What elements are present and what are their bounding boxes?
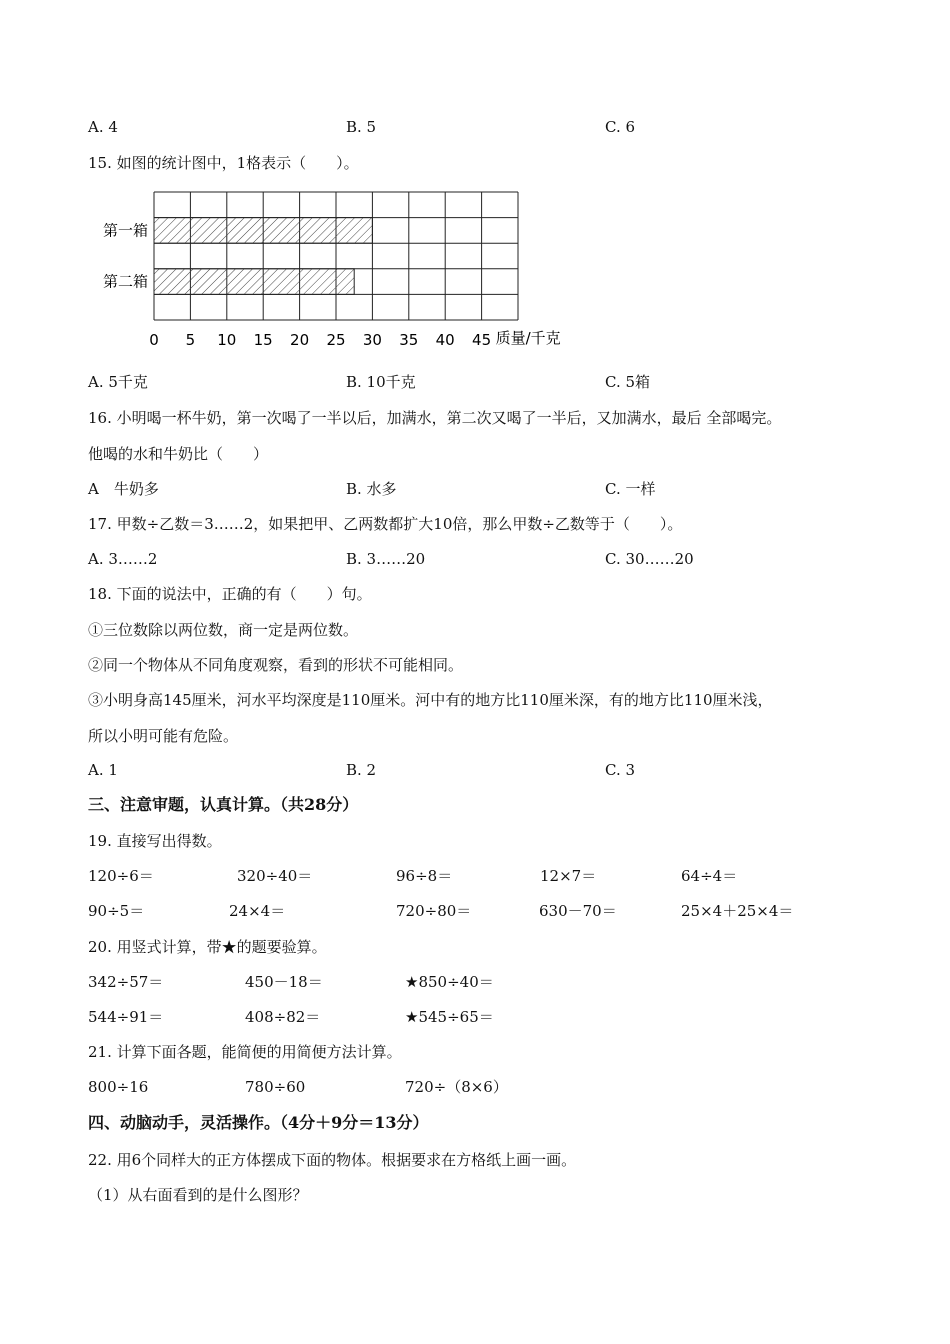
q18-option-a: A. 1	[88, 761, 118, 779]
q21-item: 780÷60	[245, 1078, 306, 1096]
q22-sub-question-1: （1）从右面看到的是什么图形？	[88, 1186, 308, 1204]
q14-option-a: A. 4	[88, 118, 118, 136]
q20-item: 450－18＝	[245, 973, 323, 991]
x-tick-label: 40	[435, 331, 455, 349]
x-tick-label: 25	[326, 331, 346, 349]
x-tick-label: 0	[149, 331, 159, 349]
q14-option-c: C. 6	[605, 118, 636, 136]
x-tick-label: 20	[290, 331, 310, 349]
q19-item: 64÷4＝	[681, 867, 738, 885]
q19-item: 12×7＝	[540, 867, 597, 885]
q19-item: 720÷80＝	[396, 902, 472, 920]
q21-stem: 21. 计算下面各题，能简便的用简便方法计算。	[88, 1043, 402, 1061]
x-tick-label: 30	[362, 331, 382, 349]
bar-1	[154, 218, 372, 244]
q20-item: ★850÷40＝	[405, 973, 494, 991]
x-tick-label: 45	[472, 331, 492, 349]
q18-statement-2: ②同一个物体从不同角度观察，看到的形状不可能相同。	[88, 656, 464, 674]
q20-item: 544÷91＝	[88, 1008, 164, 1026]
q18-stem: 18. 下面的说法中，正确的有（ ）句。	[88, 585, 372, 603]
q19-item: 25×4＋25×4＝	[681, 902, 794, 920]
section-4-heading: 四、动脑动手，灵活操作。（4分＋9分＝13分）	[88, 1113, 429, 1132]
q20-item: 342÷57＝	[88, 973, 164, 991]
category-label: 第一箱	[102, 221, 148, 240]
q17-stem: 17. 甲数÷乙数＝3……2，如果把甲、乙两数都扩大10倍，那么甲数÷乙数等于（ ）。	[88, 515, 683, 533]
q16-option-a: A 牛奶多	[88, 480, 159, 498]
q17-option-a: A. 3……2	[88, 550, 158, 568]
q15-option-b: B. 10千克	[346, 373, 416, 391]
q15-stem: 15. 如图的统计图中，1格表示（ ）。	[88, 154, 359, 172]
q20-item: 408÷82＝	[245, 1008, 321, 1026]
q16-stem-line2: 他喝的水和牛奶比（ ）	[88, 445, 269, 463]
q16-option-b: B. 水多	[346, 480, 397, 498]
q19-item: 96÷8＝	[396, 867, 453, 885]
q15-option-a: A. 5千克	[88, 373, 148, 391]
q19-item: 120÷6＝	[88, 867, 154, 885]
q18-statement-1: ①三位数除以两位数，商一定是两位数。	[88, 621, 359, 639]
q19-item: 90÷5＝	[88, 902, 145, 920]
q19-item: 630－70＝	[539, 902, 617, 920]
q16-stem-line1: 16. 小明喝一杯牛奶，第一次喝了一半以后，加满水，第二次又喝了一半后，又加满水，最后 全部喝完。	[88, 409, 782, 427]
q21-item: 720÷（8×6）	[405, 1078, 508, 1096]
q19-item: 24×4＝	[229, 902, 286, 920]
bar-chart	[90, 185, 690, 355]
q19-stem: 19. 直接写出得数。	[88, 832, 222, 850]
q15-option-c: C. 5箱	[605, 373, 651, 391]
q21-item: 800÷16	[88, 1078, 149, 1096]
x-axis-label: 质量/千克	[495, 329, 561, 347]
x-tick-label: 15	[253, 331, 273, 349]
q20-item: ★545÷65＝	[405, 1008, 494, 1026]
q16-option-c: C. 一样	[605, 480, 656, 498]
x-tick-label: 5	[185, 331, 196, 349]
category-label: 第二箱	[102, 272, 148, 291]
q17-option-b: B. 3……20	[346, 550, 426, 568]
x-tick-label: 35	[399, 331, 419, 349]
q18-option-b: B. 2	[346, 761, 377, 779]
q18-statement-3-line1: ③小明身高145厘米，河水平均深度是110厘米。河中有的地方比110厘米深，有的地方比110厘米浅，	[88, 691, 773, 709]
bar-2	[154, 269, 354, 295]
x-tick-label: 10	[217, 331, 237, 349]
q22-stem: 22. 用6个同样大的正方体摆成下面的物体。根据要求在方格纸上画一画。	[88, 1151, 577, 1169]
q18-option-c: C. 3	[605, 761, 636, 779]
section-3-heading: 三、注意审题，认真计算。（共28分）	[88, 795, 359, 814]
q17-option-c: C. 30……20	[605, 550, 694, 568]
q14-option-b: B. 5	[346, 118, 377, 136]
q20-stem: 20. 用竖式计算，带★的题要验算。	[88, 938, 327, 956]
q19-item: 320÷40＝	[237, 867, 313, 885]
q18-statement-3-line2: 所以小明可能有危险。	[88, 727, 239, 745]
